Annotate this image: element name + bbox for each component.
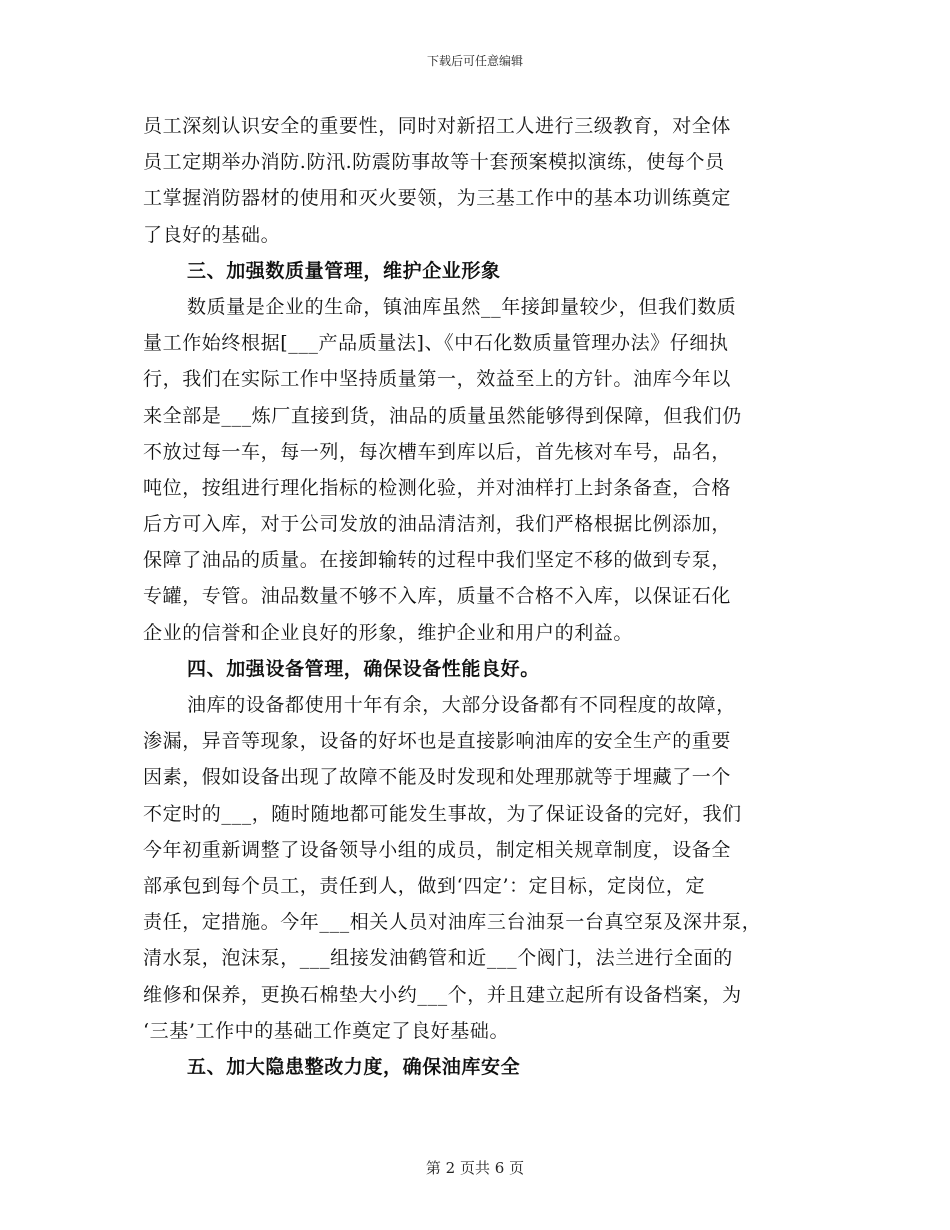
paragraph-line: 部承包到每个员工，责任到人，做到‘四定’：定目标，定岗位，定 [143, 874, 706, 897]
section-heading: 五、加大隐患整改力度，确保油库安全 [187, 1055, 521, 1078]
paragraph-line: 吨位，按组进行理化指标的检测化验，并对油样打上封条备查，合格 [143, 476, 732, 499]
paragraph-line: 来全部是___炼厂直接到货，油品的质量虽然能够得到保障，但我们仍 [143, 404, 742, 427]
paragraph-line: 保障了油品的质量。在接卸输转的过程中我们坚定不移的做到专泵， [143, 549, 732, 572]
paragraph-line: 渗漏，异音等现象，设备的好坏也是直接影响油库的安全生产的重要 [143, 730, 732, 753]
paragraph-line: 后方可入库，对于公司发放的油品清洁剂，我们严格根据比例添加， [143, 513, 732, 536]
paragraph-line: 清水泵，泡沫泵，___组接发油鹤管和近___个阀门，法兰进行全面的 [143, 947, 733, 970]
page-footer: 第 2 页共 6 页 [425, 1159, 525, 1177]
paragraph-line: 不放过每一车，每一列，每次槽车到库以后，首先核对车号，品名， [143, 440, 732, 463]
paragraph-line: 员工深刻认识安全的重要性，同时对新招工人进行三级教育，对全体 [143, 115, 732, 137]
section-heading: 三、加强数质量管理，维护企业形象 [187, 259, 501, 282]
document-body [143, 108, 808, 1085]
paragraph-line: 行，我们在实际工作中坚持质量第一，效益至上的方针。油库今年以 [143, 368, 732, 391]
paragraph-line: 责任，定措施。今年___相关人员对油库三台油泵一台真空泵及深井泵， [143, 911, 762, 934]
paragraph-line: 员工定期举办消防.防汛.防震防事故等十套预案模拟演练，使每个员 [143, 151, 725, 174]
paragraph-line: 了良好的基础。 [143, 223, 281, 246]
paragraph-line: 企业的信誉和企业良好的形象，维护企业和用户的利益。 [143, 621, 634, 644]
paragraph-line: 油库的设备都使用十年有余，大部分设备都有不同程度的故障， [187, 694, 736, 716]
paragraph-line: 专罐，专管。油品数量不够不入库，质量不合格不入库，以保证石化 [143, 585, 732, 608]
paragraph-line: 今年初重新调整了设备领导小组的成员，制定相关规章制度，设备全 [143, 838, 732, 861]
page-header: 下载后可任意编辑 [426, 54, 523, 68]
section-heading: 四、加强设备管理，确保设备性能良好。 [187, 657, 540, 680]
paragraph-line: 数质量是企业的生命，镇油库虽然__年接卸量较少，但我们数质 [187, 295, 737, 318]
paragraph-line: 工掌握消防器材的使用和灭火要领，为三基工作中的基本功训练奠定 [143, 187, 732, 210]
paragraph-line: ‘三基’工作中的基础工作奠定了良好基础。 [143, 1019, 510, 1042]
paragraph-line: 因素，假如设备出现了故障不能及时发现和处理那就等于埋藏了一个 [143, 766, 732, 789]
paragraph-line: 量工作始终根据[___产品质量法]、《中石化数质量管理办法》仔细执 [143, 332, 729, 355]
paragraph-line: 维修和保养，更换石棉垫大小约___个，并且建立起所有设备档案，为 [143, 983, 742, 1006]
paragraph-line: 不定时的___，随时随地都可能发生事故，为了保证设备的完好，我们 [143, 802, 742, 825]
